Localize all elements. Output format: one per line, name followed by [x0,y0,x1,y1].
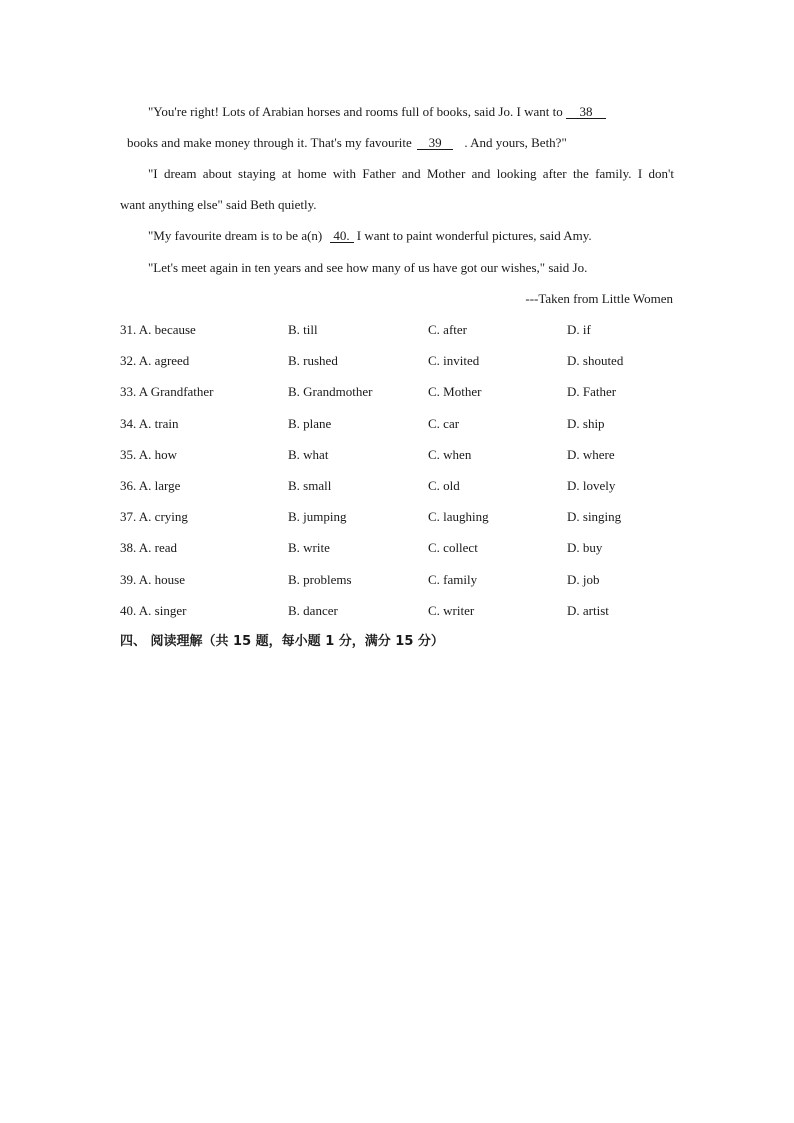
question-row [120,603,680,619]
option-c: C. car [428,416,460,431]
option-d: D. shouted [567,353,624,368]
option-b: B. Grandmother [288,384,373,399]
option-b: B. what [288,447,329,462]
passage-line-5 [120,228,674,244]
passage-line-3 [120,166,674,182]
question-row [120,416,680,432]
option-c: C. laughing [428,509,489,524]
option-b: B. small [288,478,332,493]
option-a: 39. A. house [120,572,185,587]
option-d: D. where [567,447,615,462]
option-d: D. if [567,322,591,337]
option-d: D. buy [567,540,603,555]
option-c: C. after [428,322,467,337]
option-d: D. artist [567,603,609,618]
blank-40: 40. [330,229,354,243]
option-a: 33. A Grandfather [120,384,214,399]
question-row [120,509,680,525]
option-c: C. Mother [428,384,482,399]
question-row [120,353,680,369]
option-d: D. ship [567,416,605,431]
option-a: 34. A. train [120,416,179,431]
passage-text: . And yours, Beth?" [464,135,567,150]
option-d: D. job [567,572,600,587]
passage-line-1 [120,104,674,120]
option-c: C. old [428,478,460,493]
question-row [120,322,680,338]
option-a: 31. A. because [120,322,196,337]
option-a: 40. A. singer [120,603,187,618]
blank-39: 39 [417,136,453,150]
option-c: C. invited [428,353,480,368]
section-heading: 四、 阅读理解（共 15 题，每小题 1 分，满分 15 分） [120,634,444,649]
option-c: C. writer [428,603,475,618]
option-d: D. Father [567,384,617,399]
passage-text: "Let's meet again in ten years and see how many of us have got our wishes," said Jo. [148,260,588,275]
option-b: B. jumping [288,509,347,524]
passage-text: "You're right! Lots of Arabian horses and rooms full of books, said Jo. I want to [148,104,563,119]
option-b: B. problems [288,572,352,587]
passage-line-4 [120,197,674,213]
option-a: 36. A. large [120,478,181,493]
passage-line-6 [120,260,674,276]
option-b: B. rushed [288,353,338,368]
option-a: 32. A. agreed [120,353,190,368]
passage-line-2 [120,135,674,151]
passage-text: "I dream about staying at home with Father and Mother and looking after the family. I don't [148,166,674,181]
option-a: 38. A. read [120,540,178,555]
passage-source: ---Taken from Little Women [525,291,673,306]
option-b: B. till [288,322,318,337]
question-row [120,478,680,494]
option-c: C. family [428,572,478,587]
option-a: 37. A. crying [120,509,188,524]
option-d: D. singing [567,509,622,524]
passage-text: I want to paint wonderful pictures, said Amy. [356,228,592,243]
question-row [120,540,680,556]
blank-38: 38 [566,105,606,119]
option-d: D. lovely [567,478,616,493]
option-c: C. when [428,447,472,462]
passage-text: books and make money through it. That's my favourite [127,135,412,150]
question-row [120,447,680,463]
option-b: B. plane [288,416,332,431]
passage-text: want anything else" said Beth quietly. [120,197,317,212]
question-row [120,384,680,400]
option-b: B. dancer [288,603,338,618]
option-b: B. write [288,540,330,555]
option-c: C. collect [428,540,478,555]
question-row [120,572,680,588]
passage-text: "My favourite dream is to be a(n) [148,228,323,243]
option-a: 35. A. how [120,447,178,462]
